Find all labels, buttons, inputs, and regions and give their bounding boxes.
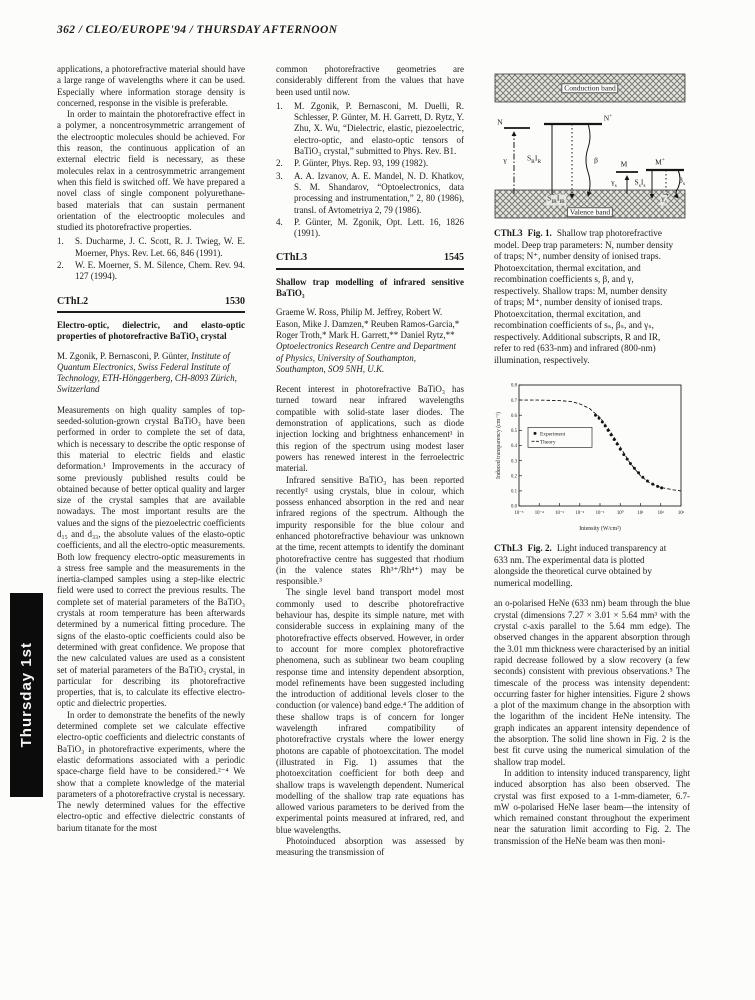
- session-cthl2: [57, 296, 245, 396]
- cthl1-abstract: [57, 64, 245, 233]
- reference-number: 3.: [276, 170, 283, 181]
- svg-text:0.3: 0.3: [511, 459, 517, 465]
- authors-affiliation: Institute of Quantum Electronics, Swiss Federal Institute of Technology, ETH-Hönggerberg, CH-8093 Zürich, Switzerland: [57, 350, 237, 395]
- svg-text:10⁻⁵: 10⁻⁵: [514, 511, 524, 516]
- session-cthl3-authors: [276, 307, 464, 375]
- reference-text: A. A. Izvanov, A. E. Mandel, N. D. Khatkov, S. M. Shandarov, “Optoelectronics, data processing and instrumentation,” 2, 80 (1986), transl. of Avtometriya 2, 79 (1986).: [294, 170, 464, 215]
- paragraph: an o-polarised HeNe (633 nm) beam through the blue crystal (dimensions 7.27 × 3.01 × 5.64 mm³ with the crystal c-axis parallel to the 5.64 mm edge). The observed changes in the apparent absorption through the 3.01 mm thickness were characterised by an initial rapid decrease followed by a slow recovery (a few seconds) consistent with previous observations.⁵ The timescale of the process was intensity dependent: occurring faster for higher intensities. Figure 2 shows a plot of the maximum change in the absorption with the logarithm of the incident HeNe intensity. The graph indicates an apparent intensity dependence of the absorption. The solid line shown in Fig. 2 is the best fit curve using the numerical simulation of the shallow trap model.: [494, 598, 690, 767]
- svg-text:Experiment: Experiment: [540, 431, 566, 438]
- authors-names: Graeme W. Ross, Philip M. Jeffrey, Robert W. Eason, Mike J. Damzen,* Reuben Ramos-Garcia,* Roger Troth,* Mark H. Garrett,** Daniel Rytz,**: [276, 307, 460, 340]
- beta-label: β: [594, 155, 598, 165]
- fig1-diagram: [494, 72, 686, 220]
- svg-text:0.1: 0.1: [511, 489, 517, 495]
- reference-item: [276, 217, 464, 240]
- svg-text:10²: 10²: [657, 511, 664, 516]
- gamma-s-inband-label: $\gamma_s$: [661, 193, 667, 205]
- svg-text:10⁻¹: 10⁻¹: [595, 511, 605, 516]
- svg-text:0.7: 0.7: [511, 398, 517, 404]
- svg-text:0.6: 0.6: [511, 413, 517, 419]
- paragraph: Recent interest in photorefractive BaTiO₃ has turned toward near infrared wavelengths compatible with solid-state laser diodes. The demonstration of applications, such as diode injection locking and brightness enhancement¹ in this region of the spectrum using modest laser powers has renewed interest in the ferroelectric material.: [276, 384, 464, 474]
- paragraph: Measurements on high quality samples of top-seeded-solution-grown crystal BaTiO₃ have been performed in order to complete the set of data, which is necessary to describe the optic response of this material to electric fields and elastic deformation.¹ Improvements in the accuracy of some previously published results could be obtained because of better optical quality and larger size of the crystal samples that are available nowadays. The most important results are the values and the signs of the piezoelectric coefficients d₁₅ and d₃₃, the absolute values of the elasto-optic coefficients, and all the electro-optic measurements. Both low frequency electro-optic measurements in a stress free sample and the measurements in the inertia-clamped samples using a step-like electric field were used to correct the previous results. The complete set of material parameters of the BaTiO₃ crystals at room temperature has been afterwards determined by a numerical fitting procedure. The signs of the elasto-optic coefficients could also be determined with great confidence. We propose that the new calculated values are used as a consistent set of material parameters of the BaTiO₃ crystal, in particular for describing its photorefractive properties, that is, to calculate its effective electro-optic and dielectric properties.: [57, 404, 245, 709]
- SsIs-label: $S_sI_s$: [634, 177, 646, 189]
- conduction-band-label: Conduction band: [561, 83, 618, 93]
- paragraph: common photorefractive geometries are considerably different from the values that have been used until now.: [276, 64, 464, 97]
- paragraph: Infrared sensitive BaTiO₃ has been reported recently² using crystals, blue in colour, which possess enhanced absorption in the red and near infrared regions of the spectrum. Although the impurity responsible for the blue colour and enhanced photorefractive behaviour was unknown at the time, recent attempts to identify the dominant photorefractive centre has suggested that rhodium (in the valence states Rh³⁺/Rh⁴⁺) may be responsible.³: [276, 474, 464, 587]
- fig2-caption: [494, 543, 674, 589]
- reference-number: 4.: [276, 216, 283, 227]
- paragraph: In order to demonstrate the benefits of the newly determined complete set we calculate effective electro-optic coefficients and dielectric constants of BaTiO₃ in photorefractive experiments, where the elastic deformations associated with a periodic space-charge field have to be considered.²⁻⁴ We show that a complete knowledge of the material parameters of a photorefractive crystal is necessary. The newly determined values for the effective electro-optic and effective dielectric constants of barium titanate for the most: [57, 709, 245, 833]
- svg-text:Intensity (W/cm²): Intensity (W/cm²): [579, 526, 621, 532]
- session-cthl2-authors: [57, 351, 245, 396]
- reference-number: 1.: [57, 236, 64, 247]
- reference-number: 2.: [276, 158, 283, 169]
- column-1: [57, 64, 245, 834]
- SRIR-label: $S_RI_R$: [526, 153, 542, 165]
- svg-text:0.2: 0.2: [511, 474, 517, 480]
- session-code: CThL3: [276, 252, 308, 264]
- session-time: 1545: [444, 252, 464, 264]
- cthl1-references: [57, 236, 245, 282]
- svg-text:10¹: 10¹: [637, 511, 644, 516]
- svg-text:0.8: 0.8: [511, 383, 517, 389]
- thursday-tab-label: Thursday 1st: [18, 642, 35, 748]
- session-cthl3-header: [276, 252, 464, 269]
- fig1-caption: [494, 228, 674, 366]
- svg-text:10⁻³: 10⁻³: [555, 511, 564, 516]
- cthl2-references: [276, 101, 464, 240]
- fig2-axes: [495, 384, 685, 532]
- fig2-legend: [528, 427, 592, 447]
- fig2-chart: [494, 380, 690, 535]
- reference-item: [57, 260, 245, 283]
- deep-trap-N-label: N: [497, 117, 503, 127]
- valence-band-label: Valence band: [567, 207, 613, 217]
- svg-text:0.5: 0.5: [511, 429, 517, 435]
- paragraph: Photoinduced absorption was assessed by measuring the transmission of: [276, 836, 464, 858]
- fig1-svg: [494, 72, 686, 220]
- thursday-tab: [10, 593, 43, 797]
- session-cthl2-title: Electro-optic, dielectric, and elasto-optic properties of photorefractive BaTiO₃ crystal: [57, 319, 245, 342]
- cthl2-abstract: [57, 405, 245, 834]
- column-2: [276, 64, 464, 859]
- gamma-s-label: $\gamma_s$: [611, 177, 617, 189]
- reference-item: [276, 158, 464, 169]
- cthl2-abstract-cont: [276, 64, 464, 98]
- svg-text:Theory: Theory: [540, 439, 556, 446]
- reference-item: [57, 236, 245, 259]
- shallow-trap-M-label: M: [620, 159, 628, 169]
- page-header: 362 / CLEO/EUROPE'94 / THURSDAY AFTERNOON: [57, 24, 338, 36]
- reference-number: 1.: [276, 100, 283, 111]
- column-3: [494, 64, 690, 847]
- paragraph: In order to maintain the photorefractive effect in a polymer, a noncentrosymmetric arrangement of the electrooptic molecules should be achieved. For this reason, the continuous application of an external electric field is necessary, as these molecules relax in a centrosymmetric arrangement when this field is switched off. We have prepared a novel class of single component polyurethane-based materials that can sustain permanent orientation of the electrooptic molecules and studied its photorefractive properties.: [57, 109, 245, 233]
- SIRIIR-label: $S_{IR}I_{IR}$: [547, 193, 565, 205]
- reference-text: P. Günter, M. Zgonik, Opt. Lett. 16, 1826 (1991).: [294, 216, 464, 239]
- paragraph: The single level band transport model most commonly used to describe photorefractive behaviour has, despite its simple nature, met with considerable success in explaining many of the photorefractive effects observed. However, in order to account for more complex photorefractive phenomena, such as sublinear two beam coupling response time and intensity dependent absorption, model refinements have been suggested including the introduction of additional levels closer to the conduction (or valence) band edge.⁴ The addition of these shallow traps is of concern for longer wavelength infrared compatibility of photorefractive crystals where the lower energy photons are capable of photoexcitation. The model (illustrated in Fig. 1) assumes that the photoexcitation coefficient for both deep and shallow traps is wavelength dependent. Numerical modelling of the shallow trap rate equations has allowed various parameters to be derived from the experimental points measured at infrared, red, and blue wavelengths.: [276, 587, 464, 835]
- fig2-svg: [494, 380, 686, 532]
- paragraph: applications, a photorefractive material should have a large range of wavelengths where it can be used. Especially where information storage density is concerned, response in the visible is preferable.: [57, 64, 245, 108]
- svg-text:10³: 10³: [677, 511, 685, 516]
- svg-text:10⁻⁴: 10⁻⁴: [534, 511, 544, 516]
- authors-names: M. Zgonik, P. Bernasconi, P. Günter,: [57, 350, 189, 361]
- deep-trap-N-plus-label: N+: [603, 113, 613, 123]
- session-cthl2-header: [57, 296, 245, 313]
- shallow-trap-M-plus-label: M+: [655, 157, 665, 167]
- paragraph: In addition to intensity induced transparency, light induced absorption has also been observed. The crystal was first exposed to a 1-mm-diameter, 6.7-mW o-polarised HeNe laser beam—the intensity of which remained constant throughout the experiment near the saturation limit according to Fig. 2. The transmission of the HeNe beam was then moni-: [494, 767, 690, 846]
- fig1-caption-text: Shallow trap photorefractive model. Deep trap parameters: N, number density of traps; N⁺, number density of ionised traps. Photoexcitation, thermal excitation, and recombination coefficients s, β, and γ, respectively. Shallow traps: M, number density of traps; M⁺, number density of ionised traps. Photoexcitation, thermal excitation, and recombination coefficients of sₛ, βₛ, and γₛ, respectively. Additional subscripts, R and IR, refer to red (633-nm) and infrared (800-nm) illumination, respectively.: [494, 228, 674, 365]
- session-cthl3: [276, 252, 464, 375]
- fig1-caption-number: Fig. 1.: [527, 228, 552, 238]
- fig2-caption-tag: CThL3: [494, 543, 523, 554]
- fig2-caption-number: Fig. 2.: [527, 543, 552, 554]
- authors-affiliation: Optoelectronics Research Centre and Department of Physics, University of Southampton, Southampton, SO9 5NH, U.K.: [276, 341, 456, 374]
- fig1-caption-tag: CThL3: [494, 228, 523, 238]
- reference-number: 2.: [57, 260, 64, 271]
- svg-text:0.4: 0.4: [511, 444, 517, 450]
- reference-item: [276, 171, 464, 216]
- gamma-label: γ: [503, 155, 507, 165]
- svg-text:10⁰: 10⁰: [616, 511, 624, 516]
- reference-text: M. Zgonik, P. Bernasconi, M. Duelli, R. Schlesser, P. Günter, M. H. Garrett, D. Rytz, Y. Zhu, X. Wu, “Dielectric, elastic, piezoelectric, electro-optic, and elasto-optic tensors of BaTiO₃ crystal,” submitted to Phys. Rev. B1.: [294, 100, 464, 157]
- fig2-caption-text: Light induced transparency at 633 nm. The experimental data is plotted alongside the theoretical curve obtained by numerical modelling.: [494, 543, 667, 588]
- svg-text:Induced transparency (cm⁻¹): Induced transparency (cm⁻¹): [496, 412, 502, 479]
- reference-item: [276, 101, 464, 157]
- svg-text:10⁻²: 10⁻²: [575, 511, 585, 516]
- reference-text: S. Ducharme, J. C. Scott, R. J. Twieg, W. E. Moerner, Phys. Rev. Let. 66, 846 (1991).: [75, 236, 245, 258]
- session-code: CThL2: [57, 295, 89, 307]
- reference-text: P. Günter, Phys. Rep. 93, 199 (1982).: [294, 158, 429, 169]
- cthl3-abstract: [276, 384, 464, 858]
- svg-text:0.0: 0.0: [511, 504, 517, 510]
- reference-text: W. E. Moerner, S. M. Silence, Chem. Rev. 94. 127 (1994).: [75, 260, 245, 282]
- session-time: 1530: [225, 295, 245, 307]
- session-cthl3-title: Shallow trap modelling of infrared sensitive BaTiO₃: [276, 276, 464, 299]
- cthl3-abstract-cont: [494, 598, 690, 847]
- series-experiment: [594, 414, 663, 490]
- beta-s-label: $\beta_s$: [679, 175, 685, 187]
